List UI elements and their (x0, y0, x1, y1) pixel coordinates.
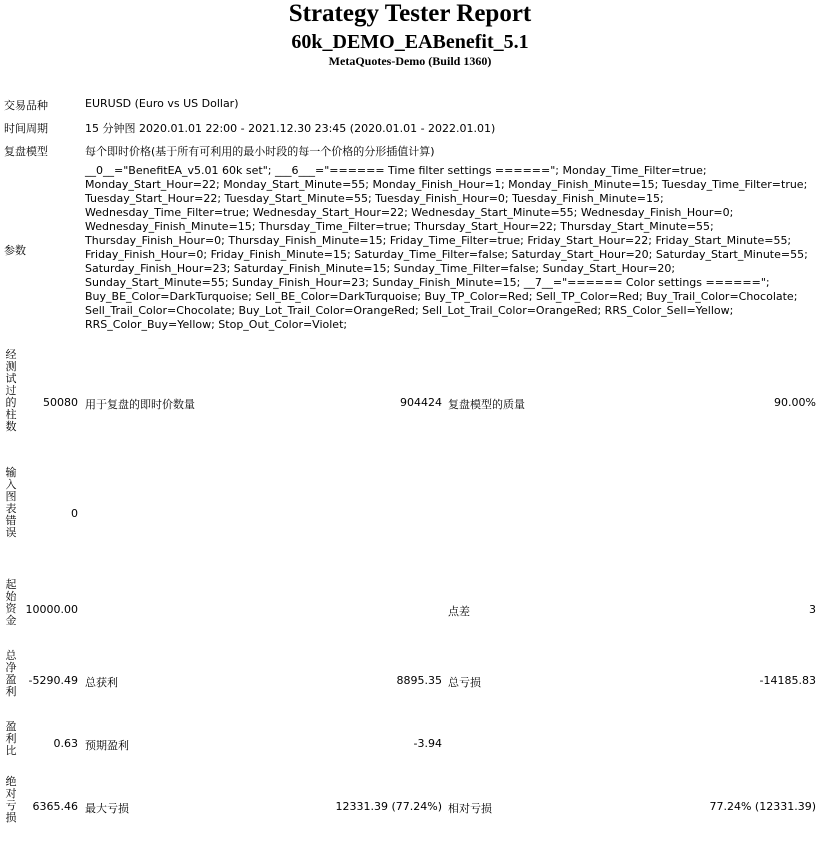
params-label: 参数 (4, 244, 26, 257)
period-value: 15 分钟图 2020.01.01 22:00 - 2021.12.30 23:45 (2020.01.01 - 2022.01.01) (85, 122, 496, 135)
deposit-label: 起始资金 (5, 578, 17, 627)
gross-profit-value: 8895.35 (396, 674, 442, 687)
symbol-label: 交易品种 (4, 99, 48, 112)
gross-loss-value: -14185.83 (759, 674, 816, 687)
bars-value: 50080 (43, 396, 78, 409)
profit-factor-value: 0.63 (53, 737, 78, 750)
ticks-label: 用于复盘的即时价数量 (85, 398, 195, 411)
spread-label: 点差 (448, 605, 470, 618)
max-drawdown-label: 最大亏损 (85, 802, 129, 815)
spread-value: 3 (809, 603, 816, 616)
model-label: 复盘模型 (4, 145, 48, 158)
net-profit-value: -5290.49 (28, 674, 78, 687)
max-drawdown-value: 12331.39 (77.24%) (335, 800, 442, 813)
report-title: Strategy Tester Report (288, 0, 532, 27)
absolute-drawdown-value: 6365.46 (32, 800, 78, 813)
bars-label: 经测试过的柱数 (5, 348, 17, 433)
absolute-drawdown-label: 绝对亏损 (5, 775, 17, 824)
relative-drawdown-label: 相对亏损 (448, 802, 492, 815)
gross-profit-label: 总获利 (85, 676, 118, 689)
expected-payoff-value: -3.94 (413, 737, 442, 750)
net-profit-label: 总净盈利 (5, 649, 17, 698)
relative-drawdown-value: 77.24% (12331.39) (709, 800, 816, 813)
deposit-value: 10000.00 (25, 603, 78, 616)
params-value: __0__="BenefitEA_v5.01 60k set"; ___6___="====== Time filter settings ======"; Monday_Time_Filter=true; Monday_Start_Hour=22; Monday_Start_Minute=55; Monday_Finish_Hour=1; Monday_Finish_Minute=15; Tuesday_Time_Filter=true; Tuesday_Start_Hour=22; Tuesday_Start_Minute=55; Tuesday_Finish_Hour=0; Tuesday_Finish_Minute=15; Wednesday_Time_Filter=true; Wednesday_Start_Hour=22; Wednesday_Start_Minute=55; Wednesday_Finish_Hour=0; Wednesday_Finish_Minute=15; Thursday_Time_Filter=true; Thursday_Start_Hour=22; Thursday_Start_Minute=55; Thursday_Finish_Hour=0; Thursday_Finish_Minute=15; Friday_Time_Filter=true; Friday_Start_Hour=22; Friday_Start_Minute=55; Friday_Finish_Hour=0; Friday_Finish_Minute=15; Saturday_Time_Filter=false; Saturday_Start_Hour=20; Saturday_Start_Minute=55; Saturday_Finish_Hour=23; Saturday_Finish_Minute=15; Sunday_Time_Filter=false; Sunday_Start_Hour=20; Sunday_Start_Minute=55; Sunday_Finish_Hour=23; Sunday_Finish_Minute=15; __7__="====== Color settings ======"; Buy_BE_Color=DarkTurquoise; Sell_BE_Color=DarkTurquoise; Buy_TP_Color=Red; Sell_TP_Color=Red; Buy_Trail_Color=Chocolate; Sell_Trail_Color=Chocolate; Buy_Lot_Trail_Color=OrangeRed; Sell_Lot_Trail_Color=OrangeRed; RRS_Color_Sell=Yellow; RRS_Color_Buy=Yellow; Stop_Out_Color=Violet; (85, 164, 808, 331)
period-label: 时间周期 (4, 122, 48, 135)
symbol-value: EURUSD (Euro vs US Dollar) (85, 97, 239, 110)
profit-factor-label: 盈利比 (5, 720, 17, 757)
server-build: MetaQuotes-Demo (Build 1360) (328, 54, 492, 68)
model-value: 每个即时价格(基于所有可利用的最小时段的每一个价格的分形插值计算) (85, 145, 435, 158)
gross-loss-label: 总亏损 (448, 676, 481, 689)
errors-value: 0 (71, 507, 78, 520)
ticks-value: 904424 (400, 396, 442, 409)
errors-label: 输入图表错误 (5, 466, 17, 539)
expected-payoff-label: 预期盈利 (85, 739, 129, 752)
quality-value: 90.00% (774, 396, 816, 409)
expert-name: 60k_DEMO_EABenefit_5.1 (291, 31, 529, 53)
quality-label: 复盘模型的质量 (448, 398, 525, 411)
